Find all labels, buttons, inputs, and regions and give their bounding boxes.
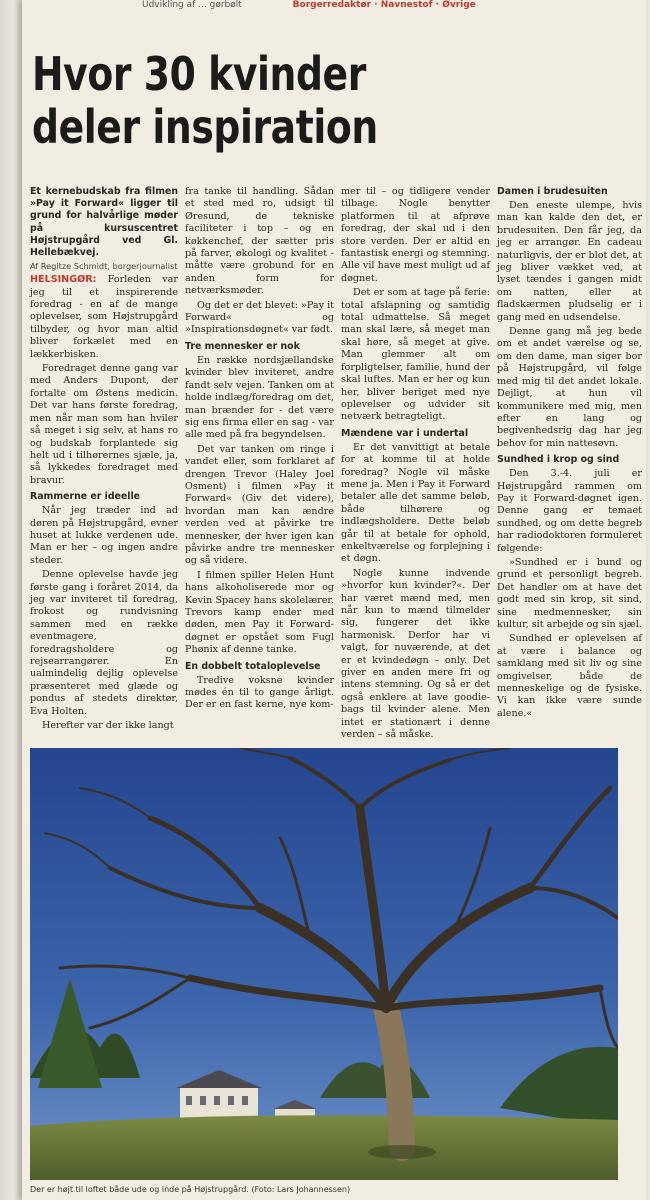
paragraph: Er det vanvittigt at betale for at komme til at holde foredrag? Nogle vil måske mene ja. Men i Pay it Forward betaler alle det samme beløb, både tilhørere og indlægsholdere. Dette beløb går til at betale for ophold, enkeltværelse og forplejning i et døgn. [341, 441, 490, 565]
article-column-3 [341, 186, 490, 743]
subheading: Damen i brudesuiten [497, 186, 608, 197]
paragraph: »Sundhed er i bund og grund et personligt begreb. Det handler om at have det godt med sin krop, sit sind, sine medmennesker, sin kultur, sit arbejde og sin sjæl. [497, 556, 642, 630]
subheading: Tre mennesker er nok [185, 340, 300, 352]
subheading: En dobbelt totaloplevelse [185, 660, 321, 672]
tree-photo-illustration [30, 748, 618, 1180]
article-column-1 [30, 186, 178, 734]
headline-line-2: deler inspiration [32, 100, 378, 154]
headline-line-1: Hvor 30 kvinder [32, 47, 366, 101]
dateline: HELSINGØR: [30, 274, 97, 286]
paragraph: Det er som at tage på ferie: total afslapning og samtidig total udmattelse. Så meget man skal lære, så meget man skal høre, så meget at give. Man glemmer alt om forpligtelser, familie, hund der skal luftes. Man er her og kun her, bliver beriget med nye oplevelser og udvider sit netværk betragteligt. [341, 287, 490, 423]
paragraph: mer til – og tidligere vender tilbage. Nogle benytter platformen til at afprøve foredrag, der skal ud i den store verden. Der er altid en fantastisk energi og stemning. Alle vil have mest muligt ud af døgnet. [341, 186, 490, 284]
newspaper-page [22, 0, 646, 1200]
headline [32, 48, 532, 154]
paragraph: Når jeg træder ind ad døren på Højstrupgård, evner huset at lukke verdenen ude. Man er her – og ingen andre steder. [30, 505, 178, 566]
lawn [30, 1115, 618, 1180]
article-intro: Et kernebudskab fra filmen »Pay it Forward« ligger til grund for halvårlige møder på kursuscentret Højstrupgård ved Gl. Hellebækvej. [30, 186, 178, 259]
article-column-2 [185, 186, 334, 714]
paragraph: Den eneste ulempe, hvis man kan kalde den det, er brudesuiten. Den får jeg, da jeg er arrangør. En cadeau naturligvis, der er blot det, at jeg bliver vækket ved, at lyset tændes i gangen midt om natten, eller at fladskærmen pludselig er i gang med en udsendelse. [497, 200, 642, 323]
byline: Af Regitze Schmidt, borgerjournalist [30, 261, 178, 272]
paragraph: Sundhed er oplevelsen af at være i balance og samklang med sit liv og sine omgivelser, både de menneskelige og de fysiske. Vi kan ikke være sunde alene.« [497, 633, 642, 719]
top-strip [142, 0, 650, 10]
paragraph: Denne gang må jeg bede om et andet værelse og se, om den dame, man siger bor på Højstrupgård, vil følge med mig til det andet lokale. Dejligt, at hun vil kommunikere med mig, men efter en lang og begivenhedsrig dag har jeg behov for min nattesøvn. [497, 326, 642, 449]
sky [30, 748, 618, 1180]
paragraph: Herefter var der ikke langt [42, 720, 174, 732]
top-strip-left: Udvikling af ... gørbølt [142, 0, 242, 10]
article-photo [30, 748, 618, 1180]
paragraph: fra tanke til handling. Sådan et sted med ro, udsigt til Øresund, de tekniske faciliteter i top – og en køkkenchef, der sætter pris på farver, økologi og kvalitet - måtte være grobund for en anden form for netværksmøder. [185, 186, 334, 297]
photo-caption: Der er højt til loftet både ude og inde på Højstrupgård. (Foto: Lars Johannessen) [30, 1185, 351, 1194]
paragraph: I filmen spiller Helen Hunt hans alkoholiserede mor og Kevin Spacey hans skolelærer. Trevors kamp ender med døden, men Pay it Forward-døgnet er opstået som Fugl Phønix af denne tanke. [185, 569, 334, 656]
paragraph: Det var tanken om ringe i vandet eller, som forklaret af drengen Trevor (Haley Joel Osment) i filmen »Pay it Forward« (Giv det videre), hvordan man kan ændre verden ved at påvirke tre mennesker, der hver igen kan påvirke andre tre mennesker og så videre. [185, 443, 334, 567]
paragraph: Og det er det blevet: »Pay it Forward« og »Inspirationsdøgnet« var født. [185, 299, 334, 336]
paragraph [30, 274, 178, 361]
paragraph-text: Forleden var jeg til et inspirerende foredrag - en af de mange oplevelser, som Højstrupgård tilbyder, og hvor man altid bliver forkælet med en lækkerbisken. [30, 274, 178, 360]
subheading: Sundhed i krop og sind [497, 454, 620, 466]
paragraph: En række nordsjællandske kvinder blev inviteret, andre fandt selv vejen. Tanken om at holde indlæg/foredrag om det, man brænder for - det være sig ens firma eller en sag - var alle med på fra begyndelsen. [185, 354, 334, 441]
paragraph: Foredraget denne gang var med Anders Dupont, der fortalte om Østens medicin. Det var hans første foredrag, men når man som han hviler så meget i sig selv, at hans ro og budskab forplantede sig helt ud i tilhørernes sjæle, ja, så lykkedes foredraget med bravur. [30, 363, 178, 486]
adjacent-page-edge [0, 0, 22, 1200]
paragraph: Denne oplevelse havde jeg første gang i foråret 2014, da jeg var inviteret til foredrag, frokost og rundvisning sammen med en række eventmagere, foredragsholdere og rejsearrangører. En ualmindelig dejlig oplevelse præsenteret med glæde og pondus af stedets direktør, Eva Holten. [30, 569, 178, 717]
paragraph: Tredive voksne kvinder mødes én til to gange årligt. Der er en fast kerne, nye kom- [185, 674, 334, 711]
top-strip-right: Borgerredaktør · Navnestof · Øvrige [292, 0, 476, 10]
paragraph: Den 3.-4. juli er Højstrupgård rammen om Pay it Forward-døgnet igen. Denne gang er temaet sundhed, og om dette begreb har radiodoktoren formuleret følgende: [497, 468, 642, 554]
subheading: Mændene var i undertal [341, 427, 469, 439]
paragraph: Nogle kunne indvende »hvorfor kun kvinder?«. Der har været mænd med, men når kun to mænd tilmelder sig, fungerer det ikke harmonisk. Derfor har vi valgt, for nuværende, at det er et kvindedøgn – only. Det giver en anden mere fri og intens stemning. Og så er det også enklere at lave goodie-bags til kvinder alene. Men intet er stationært i denne verden – så måske. [341, 567, 490, 741]
subheading: Rammerne er ideelle [30, 491, 141, 503]
article-column-4 [497, 186, 642, 722]
